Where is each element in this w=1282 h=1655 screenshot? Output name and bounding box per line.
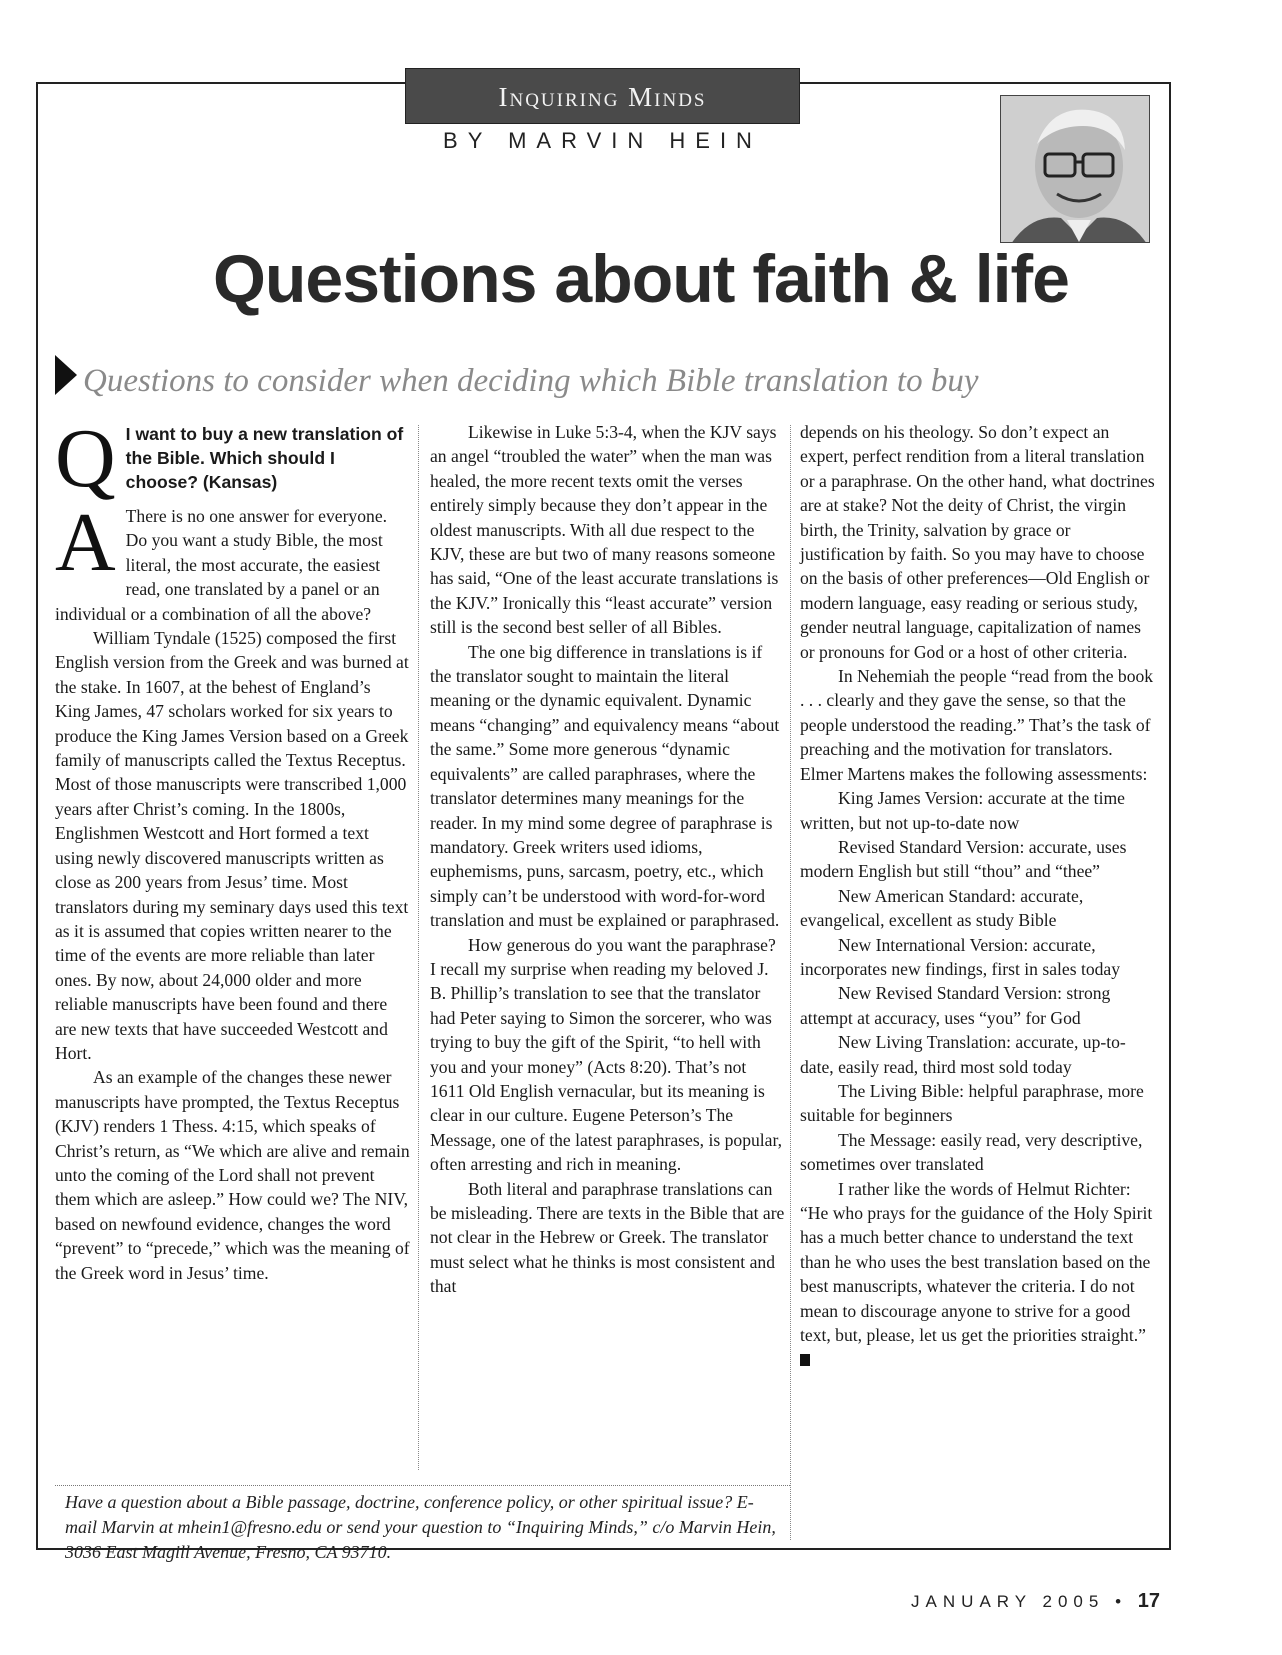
page-folio (900, 1590, 1160, 1613)
folio-separator: • (1115, 1592, 1128, 1611)
answer-text: There is no one answer for everyone. Do you want a study Bible, the most literal, the most accurate, the easiest read, one translated by a panel or an individual or a combination of all the above? (55, 506, 388, 624)
subheadline (55, 355, 1155, 400)
subheadline-text: Questions to consider when deciding which Bible translation to buy (83, 363, 979, 399)
footnote-divider (55, 1485, 790, 1486)
assessment-item: Revised Standard Version: accurate, uses modern English but still “thou” and “thee” (800, 836, 1127, 882)
contact-footnote: Have a question about a Bible passage, doctrine, conference policy, or other spiritual issue? E-mail Marvin at mhein1@fresno.edu or send your question to “Inquiring Minds,” c/o Marvin Hein, 3036 East Magill Avenue, Fresno, CA 93710. (65, 1492, 776, 1562)
answer-initial: A (55, 496, 116, 589)
question-block (55, 412, 410, 505)
body-paragraph: Likewise in Luke 5:3-4, when the KJV says an angel “troubled the water” when the man was healed, the more recent texts omit the verses entirely simply because they don’t appear in the oldest manuscripts. With all due respect to the KJV, these are but two of many reasons someone has said, “One of the least accurate translations is the KJV.” Ironically this “least accurate” version still is the second best seller of all Bibles. (430, 422, 779, 638)
assessment-item: The Living Bible: helpful paraphrase, more suitable for beginners (800, 1080, 1144, 1126)
assessment-item: New Living Translation: accurate, up-to-date, easily read, third most sold today (800, 1032, 1126, 1077)
assessment-item: New International Version: accurate, incorporates new findings, first in sales today (800, 934, 1121, 979)
closing-paragraph-text: I rather like the words of Helmut Richter: “He who prays for the guidance of the Holy Spirit has a much better chance to understand the text than he who uses the best translation based on the best manuscripts, whatever the criteria. I do not mean to discourage anyone to strive for a good text, but, please, let us get the priorities straight.” (800, 1178, 1153, 1346)
body-paragraph: William Tyndale (1525) composed the first English version from the Greek and was burned at the stake. In 1607, at the behest of England’s King James, 47 scholars worked for six years to produce the King James Version based on a Greek family of manuscripts called the Textus Receptus. Most of those manuscripts were transcribed 1,000 years after Christ’s coming. In the 1800s, Englishmen Westcott and Hort formed a text using newly discovered manuscripts written as close as 200 years from Jesus’ time. Most translators during my seminary days used this text as it is assumed that copies written nearer to the time of the events are more reliable than later ones. By now, about 24,000 older and more reliable manuscripts have been found and there are new texts that have succeeded Westcott and Hort. (55, 628, 409, 1063)
end-mark-icon (800, 1354, 810, 1366)
column-1 (55, 412, 410, 1285)
assessment-item: New American Standard: accurate, evangelical, excellent as study Bible (800, 885, 1084, 931)
column-divider (418, 425, 419, 1470)
arrow-bullet-icon (55, 355, 77, 395)
column-banner: Inquiring Minds (405, 68, 800, 124)
author-portrait-image (1001, 96, 1150, 243)
page-number: 17 (1137, 1590, 1160, 1612)
assessment-item: King James Version: accurate at the time written, but not up-to-date now (800, 788, 1125, 833)
byline: BY MARVIN HEIN (443, 128, 762, 153)
body-paragraph: depends on his theology. So don’t expect an expert, perfect rendition from a literal translation or a paraphrase. On the other hand, what doctrines are at stake? Not the deity of Christ, the virgin birth, the Trinity, salvation by grace or justification by faith. So you may have to choose on the basis of other preferences—Old English or modern language, easy reading or serious study, gender neutral language, capitalization of names or pronouns for God or a host of other criteria. (800, 422, 1155, 662)
author-photo (1000, 95, 1150, 243)
column-2 (430, 420, 785, 1299)
body-paragraph: How generous do you want the paraphrase? I recall my surprise when reading my beloved J. B. Phillip’s translation to see that the translator had Peter saying to Simon the sorcerer, who was trying to buy the gift of the Spirit, “to hell with you and your money” (Acts 8:20). That’s not 1611 Old English vernacular, but its meaning is clear in our culture. Eugene Peterson’s The Message, one of the latest paraphrases, is popular, often arresting and rich in meaning. (430, 934, 783, 1175)
closing-paragraph (800, 1177, 1155, 1372)
issue-date: JANUARY 2005 (911, 1592, 1105, 1611)
column-divider (790, 425, 791, 1540)
question-text: I want to buy a new translation of the Bible. Which should I choose? (Kansas) (125, 424, 404, 492)
assessment-item: New Revised Standard Version: strong attempt at accuracy, uses “you” for God (800, 983, 1111, 1028)
question-initial: Q (55, 412, 116, 505)
column-3 (800, 420, 1155, 1372)
body-paragraph: Both literal and paraphrase translations can be misleading. There are texts in the Bible that are not clear in the Hebrew or Greek. The translator must select what he thinks is most consistent and that (430, 1178, 785, 1297)
assessment-item: The Message: easily read, very descriptive, sometimes over translated (800, 1129, 1143, 1175)
body-paragraph: In Nehemiah the people “read from the book . . . clearly and they gave the sense, so that the people understood the reading.” That’s the task of preaching and the motivation for translators. Elmer Martens makes the following assessments: (800, 666, 1154, 784)
body-paragraph: The one big difference in translations is if the translator sought to maintain the literal meaning or the dynamic equivalent. Dynamic means “changing” and equivalency means “about the same.” Some more generous “dynamic equivalents” are called paraphrases, where the translator determines many meanings for the reader. In my mind some degree of paraphrase is mandatory. Greek writers used idioms, euphemisms, puns, sarcasm, poetry, etc., which simply can’t be understood with word-for-word translation and must be explained or paraphrased. (430, 641, 780, 931)
answer-paragraph (55, 496, 410, 626)
body-paragraph: As an example of the changes these newer manuscripts have prompted, the Textus Receptus (KJV) renders 1 Thess. 4:15, which speaks of Christ’s return, as “We which are alive and remain unto the coming of the Lord shall not prevent them which are asleep.” How could we? The NIV, based on newfound evidence, changes the word “prevent” to “precede,” which was the meaning of the Greek word in Jesus’ time. (55, 1067, 410, 1283)
headline: Questions about faith & life (212, 241, 1070, 317)
